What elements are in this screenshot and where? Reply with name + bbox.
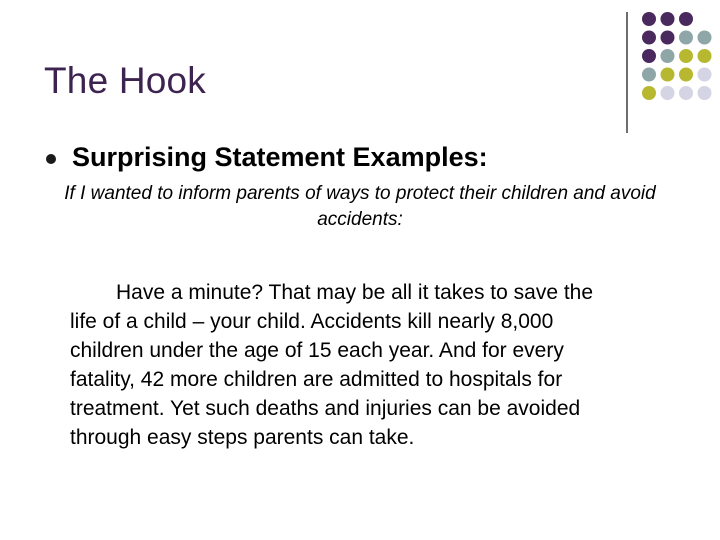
body-line-2: life of a child – your child. Accidents kill nearly 8,000 — [70, 310, 554, 333]
body-line-4: fatality, 42 more children are admitted to hospitals for — [70, 368, 563, 391]
decorative-dot-olive — [679, 49, 693, 63]
decorative-dot-purple — [642, 12, 656, 26]
decorative-dot-teal — [679, 31, 693, 45]
body-line-1: Have a minute? That may be all it takes to save the — [116, 281, 594, 304]
intro-text: If I wanted to inform parents of ways to protect their children and avoid accidents: — [64, 183, 656, 230]
bullet-icon — [46, 154, 56, 164]
bullet-heading: Surprising Statement Examples: — [72, 142, 488, 172]
decorative-dot-lavender — [698, 86, 712, 100]
decorative-dot-olive — [642, 86, 656, 100]
decorative-dot-teal — [661, 49, 675, 63]
decorative-dot-lavender — [698, 68, 712, 82]
body-line-5: treatment. Yet such deaths and injuries can be avoided — [70, 397, 581, 420]
decorative-dot-olive — [698, 49, 712, 63]
decorative-dot-olive — [661, 68, 675, 82]
decorative-dot-lavender — [661, 86, 675, 100]
decorative-dot-purple — [642, 49, 656, 63]
decorative-dot-teal — [698, 31, 712, 45]
decorative-dot-purple — [661, 31, 675, 45]
decorative-dot-olive — [679, 68, 693, 82]
decorative-dot-teal — [642, 68, 656, 82]
decorative-dot-lavender — [679, 86, 693, 100]
slide-title: The Hook — [44, 60, 207, 101]
decorative-dot-purple — [661, 12, 675, 26]
decorative-dot-grid — [0, 0, 720, 140]
body-line-6: through easy steps parents can take. — [70, 426, 415, 449]
decorative-dot-purple — [679, 12, 693, 26]
body-line-3: children under the age of 15 each year. And for every — [70, 339, 564, 362]
decorative-dot-purple — [642, 31, 656, 45]
